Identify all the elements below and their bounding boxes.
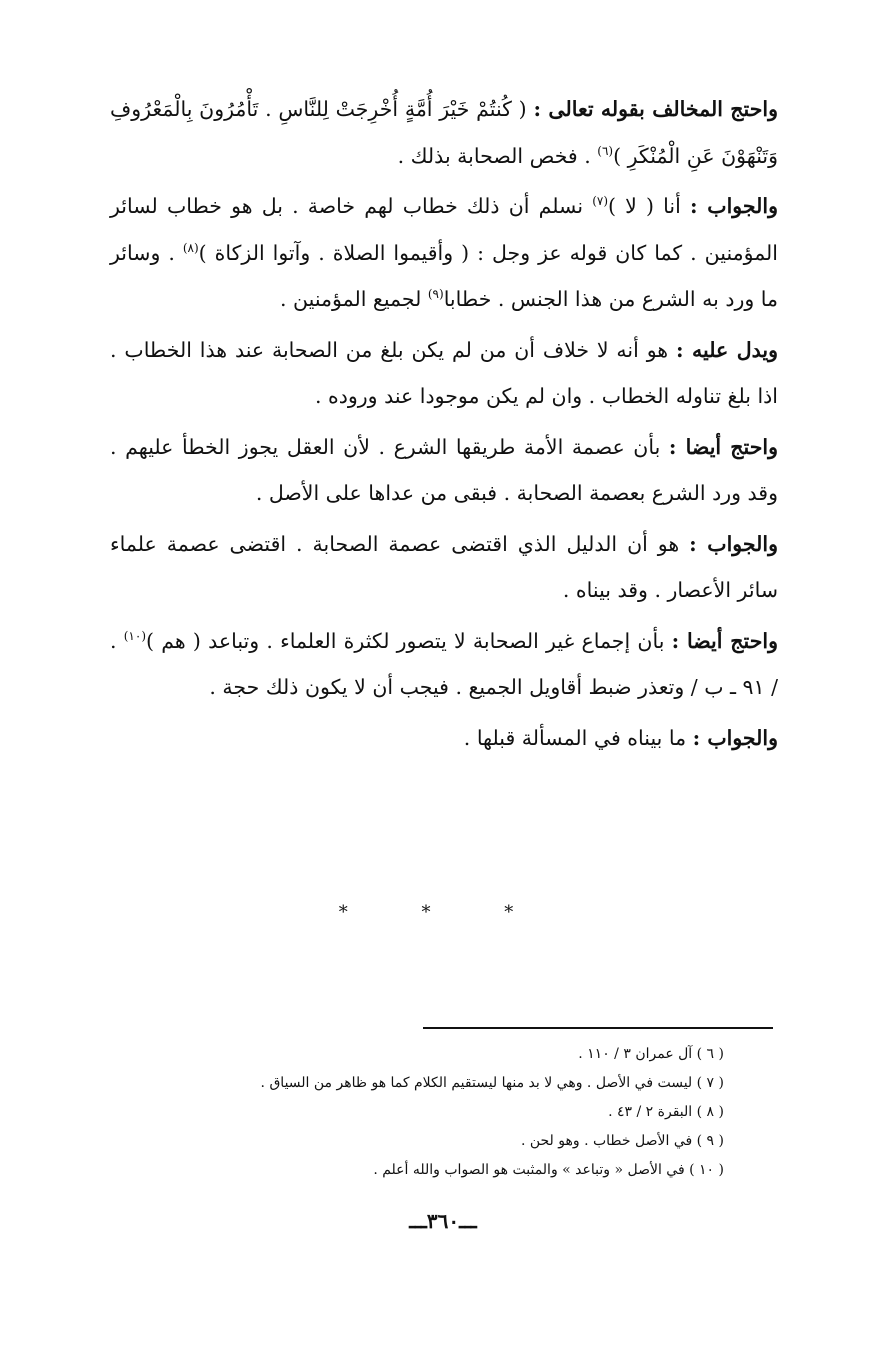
section-separator: * * *: [338, 902, 548, 923]
paragraph-lead: ويدل عليه :: [675, 337, 778, 362]
paragraph-text: . وسائر ما ورد به الشرع من هذا الجنس . خطابا: [110, 240, 778, 311]
paragraph-text: بأن إجماع غير الصحابة لا يتصور لكثرة العلماء . وتباعد ( هم ): [146, 628, 665, 653]
paragraph-lead: واحتج أيضا :: [671, 628, 778, 653]
paragraph-lead: واحتج المخالف بقوله تعالى :: [533, 97, 778, 121]
paragraph-lead: والجواب :: [692, 725, 778, 750]
footnotes: [104, 1040, 724, 1185]
main-text: [110, 86, 778, 765]
footnote-7: ( ٧ ) ليست في الأصل . وهي لا بد منها ليستقيم الكلام كما هو ظاهر من السياق .: [260, 1075, 724, 1091]
quran-quote: ( كُنتُمْ خَيْرَ أُمَّةٍ أُخْرِجَتْ لِلنَّاسِ . تَأْمُرُونَ بِالْمَعْرُوفِ وَتَنْهَوْنَ عَنِ الْمُنْكَرِ ): [110, 97, 778, 168]
footnote-10: ( ١٠ ) في الأصل « وتباعد » والمثبت هو الصواب والله أعلم .: [373, 1162, 724, 1178]
footnote-9: ( ٩ ) في الأصل خطاب . وهو لحن .: [520, 1133, 724, 1149]
paragraph-5: [110, 521, 778, 614]
page-number: ـــ٣٦٠ـــ: [409, 1209, 477, 1233]
paragraph-text: . / ٩١ ـ ب / وتعذر ضبط أقاويل الجميع . فيجب أن لا يكون ذلك حجة .: [110, 628, 778, 699]
paragraph-4: [110, 424, 778, 517]
paragraph-text: . فخص الصحابة بذلك .: [397, 143, 598, 168]
footnote-rule: [423, 1027, 773, 1029]
paragraph-text: هو أن الدليل الذي اقتضى عصمة الصحابة . اقتضى عصمة علماء سائر الأعصار . وقد بيناه .: [110, 531, 778, 602]
paragraph-lead: والجواب :: [689, 194, 778, 218]
paragraph-6: [110, 618, 778, 711]
paragraph-text: هو أنه لا خلاف أن من لم يكن بلغ من الصحابة عند هذا الخطاب . اذا بلغ تناوله الخطاب . وان لم يكن موجودا عند وروده .: [110, 337, 778, 408]
paragraph-text: لجميع المؤمنين .: [280, 287, 428, 311]
paragraph-lead: واحتج أيضا :: [668, 434, 778, 459]
paragraph-3: [110, 327, 778, 420]
footnote-8: ( ٨ ) البقرة ٢ / ٤٣ .: [608, 1104, 724, 1120]
paragraph-text: أنا ( لا ): [608, 194, 681, 218]
paragraph-lead: والجواب :: [689, 531, 778, 556]
footnote-ref: (٦): [597, 143, 614, 158]
paragraph-text: ما بيناه في المسألة قبلها .: [463, 725, 687, 750]
paragraph-1: [110, 86, 778, 179]
paragraph-text: بأن عصمة الأمة طريقها الشرع . لأن العقل يجوز الخطأ عليهم . وقد ورد الشرع بعصمة الصحابة . فبقى من عداها على الأصل .: [110, 434, 778, 505]
footnote-ref: (٩): [427, 287, 444, 302]
footnote-6: ( ٦ ) آل عمران ٣ / ١١٠ .: [578, 1046, 724, 1062]
paragraph-text: نسلم أن ذلك خطاب لهم خاصة . بل هو خطاب لسائر المؤمنين . كما كان قوله عز وجل : ( وأقيموا الصلاة . وآتوا الزكاة ): [110, 194, 779, 265]
paragraph-7: [110, 715, 778, 762]
footnote-ref: (١٠): [123, 628, 146, 643]
footnote-ref: (٨): [182, 240, 199, 255]
paragraph-2: [110, 183, 778, 323]
footnote-ref: (٧): [592, 194, 609, 209]
